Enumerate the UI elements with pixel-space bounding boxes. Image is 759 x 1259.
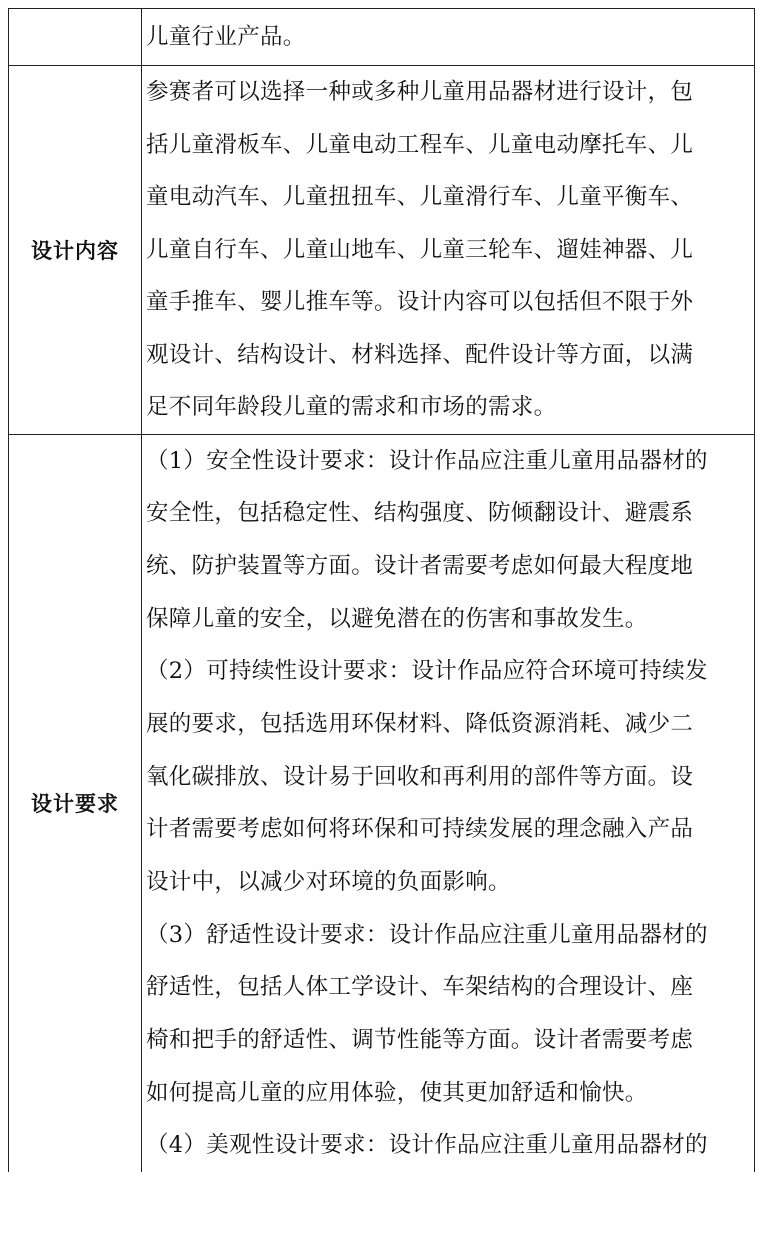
text-line: 参赛者可以选择一种或多种儿童用品器材进行设计，包 [146,79,694,105]
text-line: 统、防护装置等方面。设计者需要考虑如何最大程度地 [146,552,694,579]
document-table [8,8,755,1172]
text-line: （3）舒适性设计要求：设计作品应注重儿童用品器材的 [146,921,708,948]
table-row-continuation [9,9,755,66]
row-label-design-content: 设计内容 [9,66,142,435]
text-line: 椅和把手的舒适性、调节性能等方面。设计者需要考虑 [146,1027,694,1054]
text-line: 儿童行业产品。 [146,24,306,50]
text-line: 足不同年龄段儿童的需求和市场的需求。 [146,394,557,420]
table-row-design-requirements [9,434,755,1172]
text-line: （2）可持续性设计要求：设计作品应符合环境可持续发 [146,658,708,685]
row-label-empty [9,9,142,66]
text-line: 童手推车、婴儿推车等。设计内容可以包括但不限于外 [146,289,694,315]
table-row-design-content [9,66,755,435]
text-line: 安全性，包括稳定性、结构强度、防倾翻设计、避震系 [146,500,694,527]
text-line: 如何提高儿童的应用体验，使其更加舒适和愉快。 [146,1079,648,1106]
row-content [142,66,755,435]
text-line: 保障儿童的安全，以避免潜在的伤害和事故发生。 [146,605,648,632]
text-line: （4）美观性设计要求：设计作品应注重儿童用品器材的 [146,1132,708,1159]
text-line: 展的要求，包括选用环保材料、降低资源消耗、减少二 [146,710,694,737]
row-label-design-requirements: 设计要求 [9,434,142,1172]
row-content [142,9,755,66]
text-line: 童电动汽车、儿童扭扭车、儿童滑行车、儿童平衡车、 [146,184,694,210]
text-line: 氧化碳排放、设计易于回收和再利用的部件等方面。设 [146,763,694,790]
text-line: 舒适性，包括人体工学设计、车架结构的合理设计、座 [146,974,694,1001]
row-content [142,434,755,1172]
text-line: 括儿童滑板车、儿童电动工程车、儿童电动摩托车、儿 [146,131,694,158]
text-line: （1）安全性设计要求：设计作品应注重儿童用品器材的 [146,447,708,474]
text-line: 观设计、结构设计、材料选择、配件设计等方面，以满 [146,341,694,368]
text-line: 儿童自行车、儿童山地车、儿童三轮车、遛娃神器、儿 [146,236,694,263]
text-line: 计者需要考虑如何将环保和可持续发展的理念融入产品 [146,816,694,843]
text-line: 设计中，以减少对环境的负面影响。 [146,869,511,895]
